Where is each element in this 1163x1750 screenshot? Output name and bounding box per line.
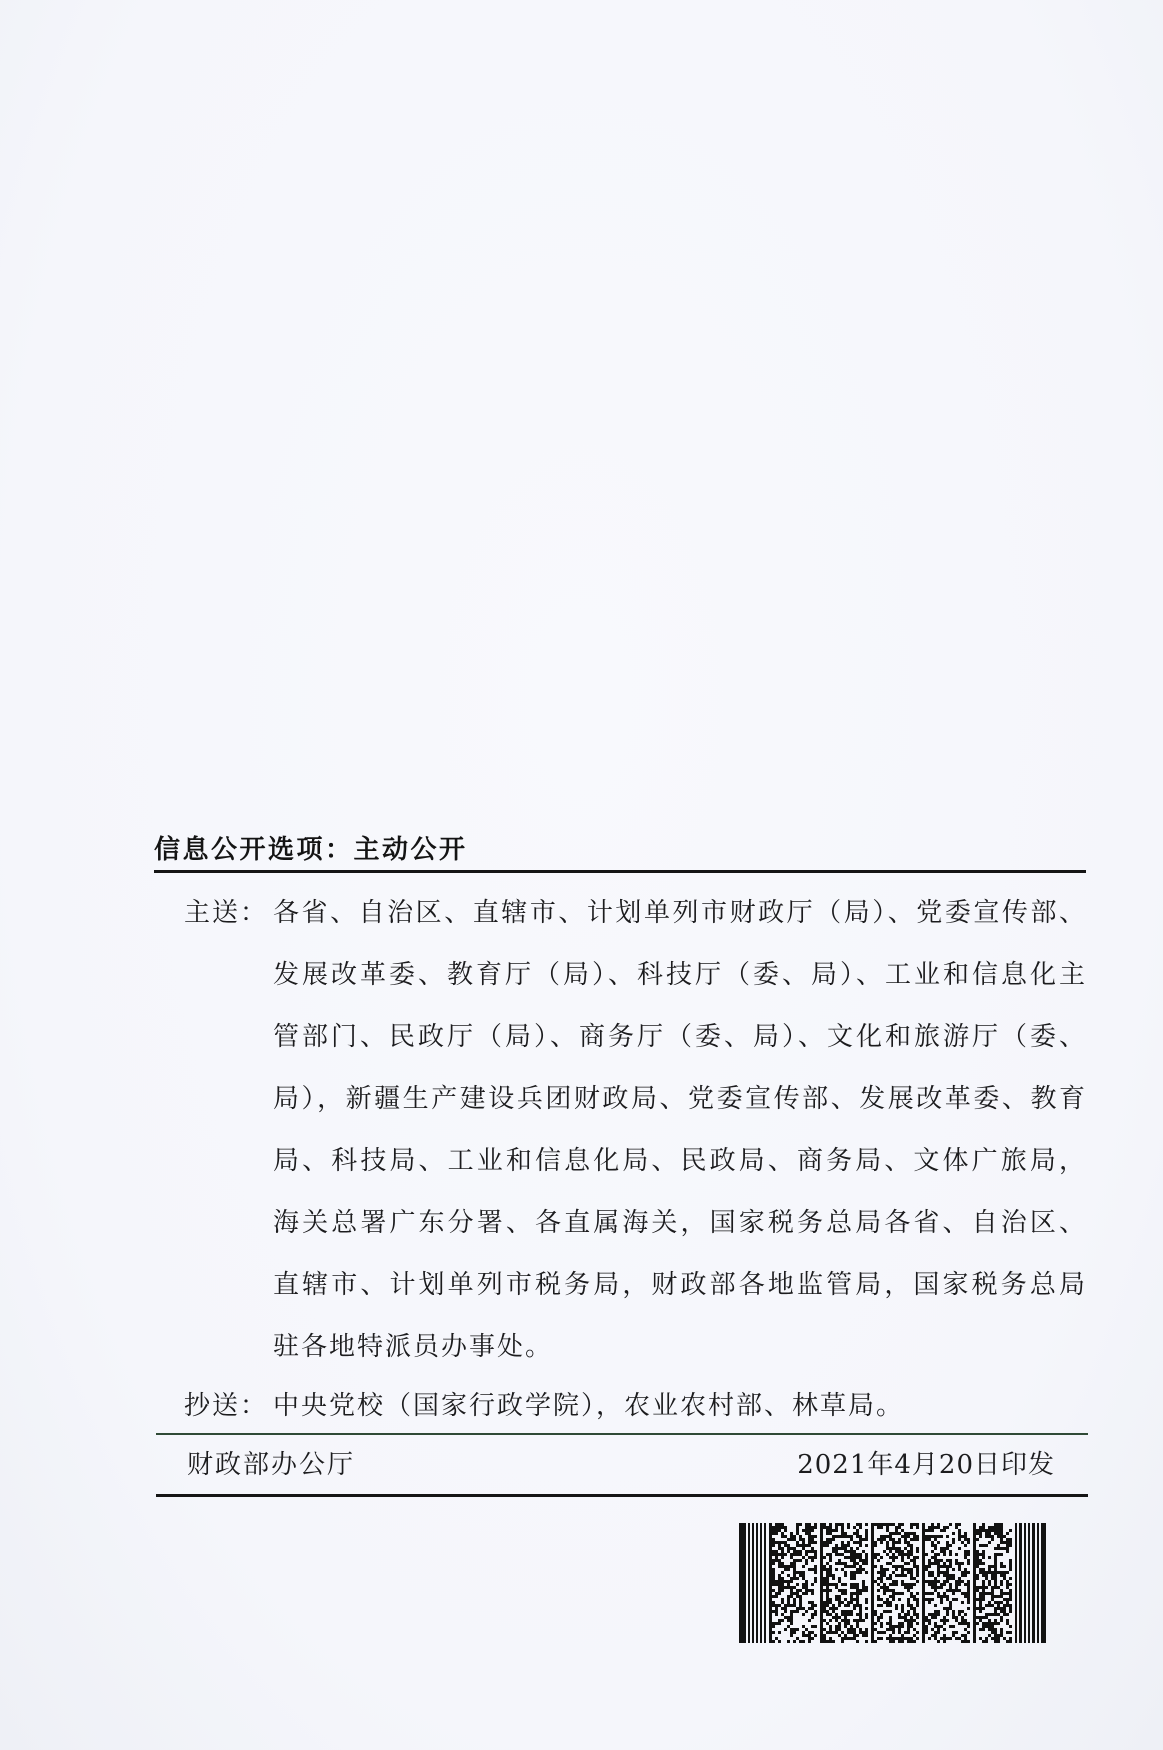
top-rule [154, 870, 1086, 873]
main-recipients-line: 各省、自治区、直辖市、计划单列市财政厅（局）、党委宣传部、 [273, 898, 1085, 928]
disclosure-value: 主动公开 [353, 835, 468, 865]
disclosure-option [154, 834, 468, 866]
main-recipients-text [273, 882, 1085, 1378]
bottom-rule [156, 1494, 1088, 1497]
issue-date: 2021年4月20日印发 [797, 1450, 1055, 1480]
disclosure-label: 信息公开选项： [154, 835, 354, 865]
main-recipients-line: 发展改革委、教育厅（局）、科技厅（委、局）、工业和信息化主 [273, 960, 1085, 990]
main-recipients-line: 管部门、民政厅（局）、商务厅（委、局）、文化和旅游厅（委、 [273, 1022, 1085, 1052]
main-recipients-line: 局），新疆生产建设兵团财政局、党委宣传部、发展改革委、教育 [273, 1084, 1085, 1114]
issuing-office: 财政部办公厅 [187, 1450, 356, 1480]
main-recipients-label: 主送： [184, 898, 269, 928]
main-recipients-line: 局、科技局、工业和信息化局、民政局、商务局、文体广旅局， [273, 1146, 1085, 1176]
main-recipients-line: 驻各地特派员办事处。 [273, 1332, 554, 1362]
cc-recipients-label: 抄送： [184, 1391, 269, 1421]
document-barcode [739, 1523, 1046, 1643]
main-recipients-line: 海关总署广东分署、各直属海关，国家税务总局各省、自治区、 [273, 1208, 1085, 1238]
middle-rule [156, 1433, 1088, 1435]
cc-recipients-text: 中央党校（国家行政学院），农业农村部、林草局。 [273, 1391, 905, 1421]
main-recipients-line: 直辖市、计划单列市税务局，财政部各地监管局，国家税务总局 [273, 1270, 1085, 1300]
